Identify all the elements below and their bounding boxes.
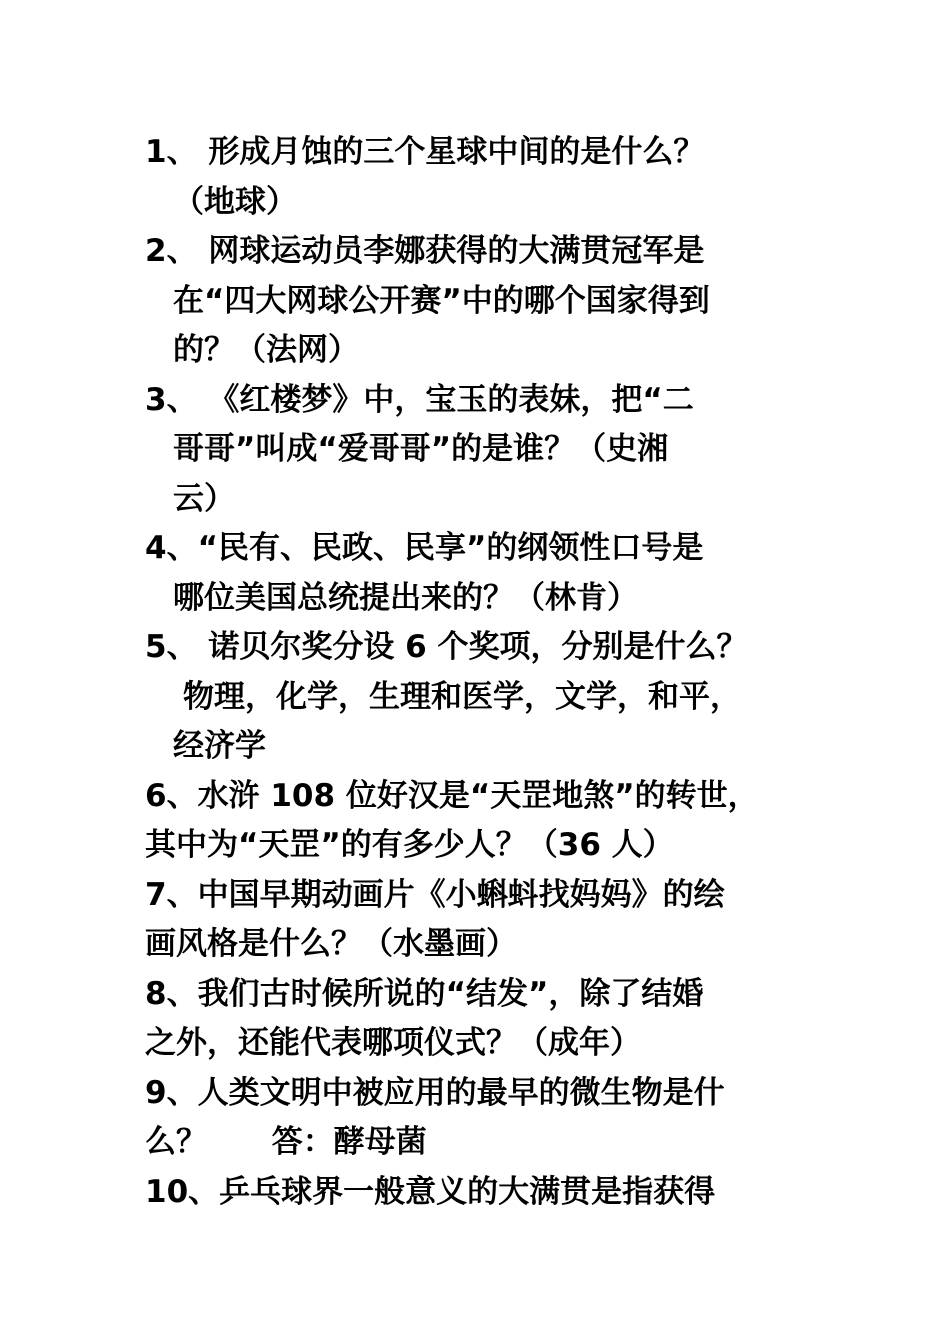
question-2-line-2: 在“四大网球公开赛”中的哪个国家得到 [173,282,710,319]
question-1-line-1: 1、 形成月蚀的三个星球中间的是什么？ [145,134,705,170]
question-7-line-1: 7、中国早期动画片《小蝌蚪找妈妈》的绘 [145,876,725,913]
quiz-text-block [145,128,835,1217]
question-1-answer: （地球） [173,183,297,220]
question-3-line-3: 云） [173,480,235,517]
question-9-line-2: 么？ 答：酵母菌 [145,1124,427,1160]
question-4-line-1: 4、“民有、民政、民享”的纲领性口号是 [145,530,704,566]
question-2-line-1: 2、 网球运动员李娜获得的大满贯冠军是 [145,233,705,269]
question-2-line-3: 的？（法网） [173,332,359,368]
question-5-line-1: 5、 诺贝尔奖分设 6 个奖项，分别是什么？ [145,629,748,665]
question-6-line-2: 其中为“天罡”的有多少人？（36 人） [145,827,674,863]
question-8-line-1: 8、我们古时候所说的“结发”，除了结婚 [145,975,704,1012]
question-4-line-2: 哪位美国总统提出来的？（林肯） [173,579,638,616]
question-3-line-1: 3、 《红楼梦》中，宝玉的表妹，把“二 [145,381,694,418]
question-9-line-1: 9、人类文明中被应用的最早的微生物是什 [145,1074,725,1111]
question-7-line-2: 画风格是什么？（水墨画） [145,926,517,962]
question-3-line-2: 哥哥”叫成“爱哥哥”的是谁？（史湘 [173,431,669,467]
question-8-line-2: 之外，还能代表哪项仪式？（成年） [145,1025,641,1061]
question-5-line-3: 经济学 [173,728,266,764]
question-10-line-1: 10、乒乓球界一般意义的大满贯是指获得 [145,1173,716,1210]
question-5-line-2: 物理，化学，生理和医学，文学，和平， [183,678,741,715]
question-6-line-1: 6、水浒 108 位好汉是“天罡地煞”的转世， [145,777,759,814]
